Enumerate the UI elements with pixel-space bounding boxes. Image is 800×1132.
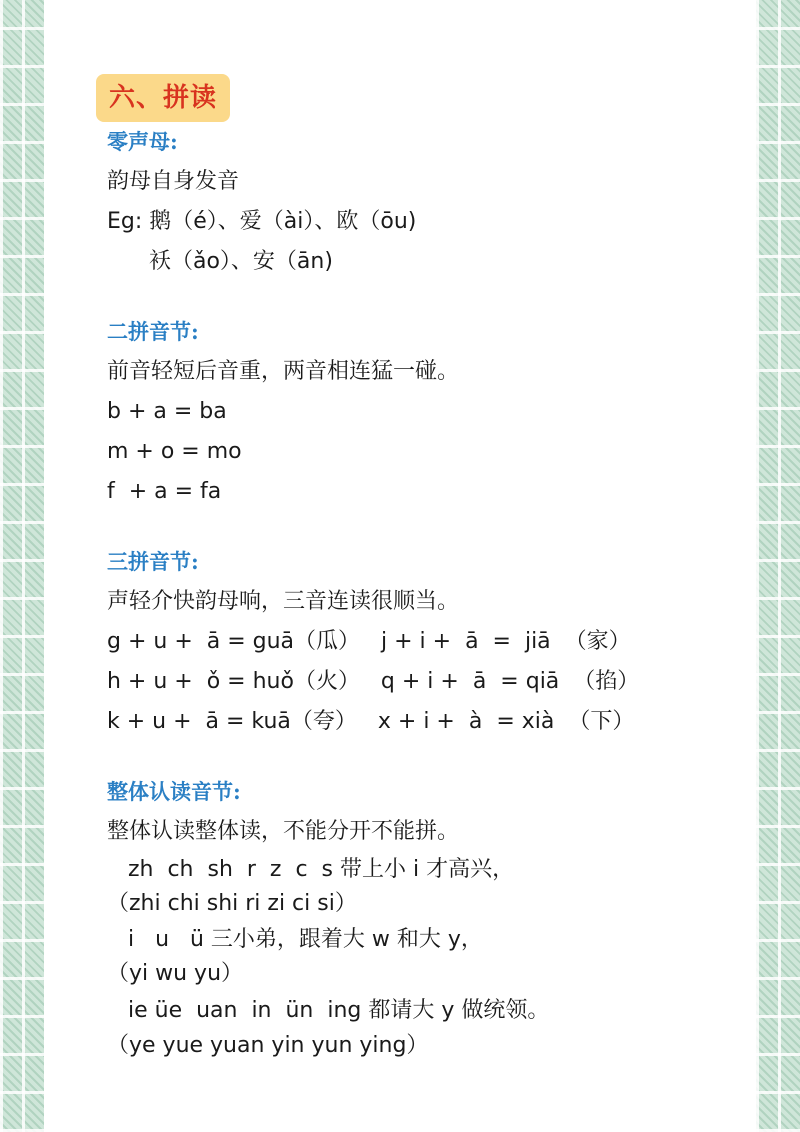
zero-initial-example-2: 袄（ǎo）、安（ān): [107, 249, 333, 274]
three-part-line: k + u + ā = kuā（夸） x + i + à = xià （下）: [107, 709, 635, 734]
three-part-line: h + u + ǒ = huǒ（火） q + i + ā = qiā （掐）: [107, 669, 640, 694]
whole-syllables-line: （yi wu yu）: [107, 961, 244, 986]
whole-syllables-line: （zhi chi shi ri zi ci si）: [107, 891, 357, 916]
whole-syllables-line: （ye yue yuan yin yun ying）: [107, 1033, 429, 1058]
whole-syllables-desc: 整体认读整体读，不能分开不能拼。: [107, 819, 460, 844]
whole-syllables-line: zh ch sh r z c s 带上小 i 才高兴，: [107, 857, 515, 882]
three-part-desc: 声轻介快韵母响，三音连读很顺当。: [107, 589, 460, 614]
two-part-line: m + o = mo: [107, 439, 242, 464]
whole-syllables-line: ie üe uan in ün ing 都请大 y 做统领。: [107, 998, 550, 1023]
zero-initial-example-1: Eg: 鹅（é）、爱（ài）、欧（ōu): [107, 209, 417, 234]
zero-initial-desc: 韵母自身发音: [107, 169, 240, 194]
heading-zero-initial: 零声母:: [107, 129, 178, 154]
decorative-border-left: [0, 0, 44, 1132]
two-part-desc: 前音轻短后音重，两音相连猛一碰。: [107, 359, 460, 384]
heading-whole-syllables: 整体认读音节:: [107, 779, 241, 804]
two-part-line: b + a = ba: [107, 399, 227, 424]
two-part-line: f + a = fa: [107, 479, 222, 504]
decorative-border-right: [756, 0, 800, 1132]
three-part-line: g + u + ā = guā（瓜） j + i + ā = jiā （家）: [107, 629, 631, 654]
whole-syllables-line: i u ü 三小弟，跟着大 w 和大 y，: [107, 927, 483, 952]
heading-two-part-syllable: 二拼音节:: [107, 319, 199, 344]
section-title-badge: 六、拼读: [96, 74, 230, 122]
heading-three-part-syllable: 三拼音节:: [107, 549, 199, 574]
